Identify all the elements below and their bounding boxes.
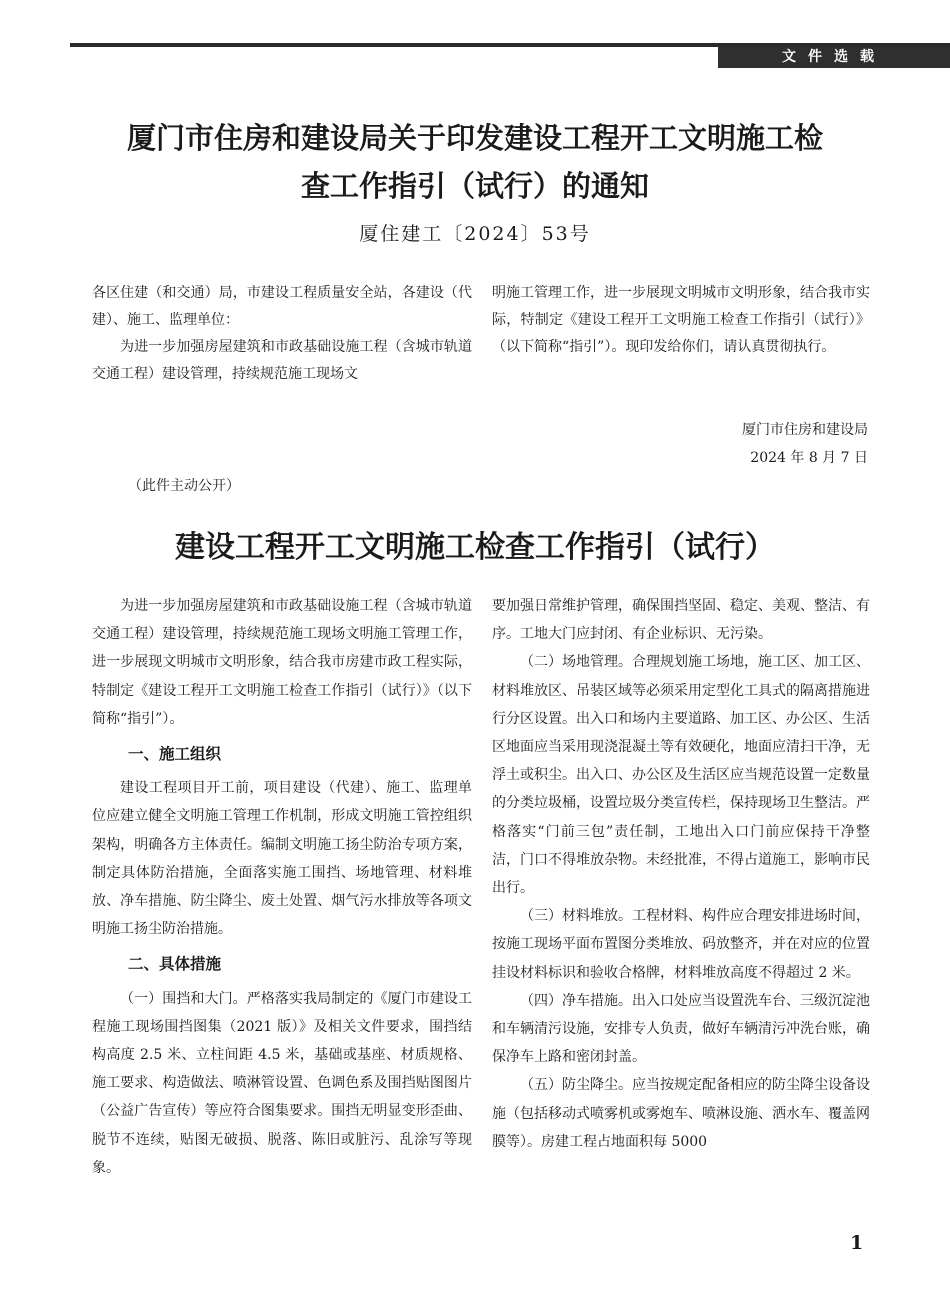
guide-column-left <box>92 592 472 1182</box>
document-number: 厦住建工〔2024〕53号 <box>359 223 591 245</box>
guide-title: 建设工程开工文明施工检查工作指引（试行） <box>175 530 775 565</box>
public-disclosure-note: （此件主动公开） <box>128 478 240 494</box>
organization-paragraph: 建设工程项目开工前，项目建设（代建）、施工、监理单位应建立健全文明施工管理工作机制，形成文明施工管控组织架构，明确各方主体责任。编制文明施工扬尘防治专项方案，制定具体防治措施，全面落实施工围挡、场地管理、材料堆放、净车措施、防尘降尘、废土处置、烟气污水排放等各项文明施工扬尘防治措施。 <box>92 780 472 938</box>
page-number: 1 <box>850 1232 864 1254</box>
notice-addressee: 各区住建（和交通）局，市建设工程质量安全站，各建设（代建）、施工、监理单位： <box>92 285 472 328</box>
section-heading-organization: 一、施工组织 <box>128 745 222 764</box>
notice-column-right <box>492 280 870 361</box>
notice-title <box>70 114 880 210</box>
signature-organization: 厦门市住房和建设局 <box>742 422 868 438</box>
notice-title-line-1: 厦门市住房和建设局关于印发建设工程开工文明施工检 <box>126 121 823 155</box>
measure-vehicle-cleaning: （四）净车措施。出入口处应当设置洗车台、三级沉淀池和车辆清污设施，安排专人负责，做好车辆清污冲洗台账，确保净车上路和密闭封盖。 <box>492 992 870 1066</box>
notice-column-left <box>92 280 472 388</box>
notice-title-line-2: 查工作指引（试行）的通知 <box>300 169 649 203</box>
notice-body: 为进一步加强房屋建筑和市政基础设施工程（含城市轨道交通工程）建设管理，持续规范施工现场文 <box>92 339 472 382</box>
measure-enclosure-gate: （一）围挡和大门。严格落实我局制定的《厦门市建设工程施工现场围挡图集（2021 版）》及相关文件要求，围挡结构高度 2.5 米、立柱间距 4.5 米，基础或基座、材质规格、施工要求、构造做法、喷淋管设置、色调色系及围挡贴图图片（公益广告宣传）等应符合图集要求。围挡无明显变形歪曲、脱节不连续，贴图无破损、脱落、陈旧或脏污、乱涂写等现象。 <box>92 990 472 1176</box>
signature-block <box>568 416 868 472</box>
notice-body-continued: 明施工管理工作，进一步展现文明城市文明形象，结合我市实际，特制定《建设工程开工文明施工检查工作指引（试行）》（以下简称“指引”）。现印发给你们，请认真贯彻执行。 <box>492 285 870 355</box>
section-label: 文件选载 <box>718 47 950 68</box>
measure-material-stacking: （三）材料堆放。工程材料、构件应合理安排进场时间，按施工现场平面布置图分类堆放、码放整齐，并在对应的位置挂设材料标识和验收合格牌，材料堆放高度不得超过 2 米。 <box>492 908 870 981</box>
section-heading-measures: 二、具体措施 <box>128 955 222 974</box>
guide-column-right <box>492 592 870 1156</box>
guide-intro: 为进一步加强房屋建筑和市政基础设施工程（含城市轨道交通工程）建设管理，持续规范施工现场文明施工管理工作，进一步展现文明城市文明形象，结合我市房建市政工程实际，特制定《建设工程开工文明施工检查工作指引（试行）》（以下简称“指引”）。 <box>92 598 472 727</box>
measure-site-management: （二）场地管理。合理规划施工场地，施工区、加工区、材料堆放区、吊装区域等必须采用定型化工具式的隔离措施进行分区设置。出入口和场内主要道路、加工区、办公区、生活区地面应当采用现浇混凝土等有效硬化，地面应清扫干净，无浮土或积尘。出入口、办公区及生活区应当规范设置一定数量的分类垃圾桶，设置垃圾分类宣传栏，保持现场卫生整洁。严格落实“门前三包”责任制，工地出入口门前应保持干净整洁，门口不得堆放杂物。未经批准，不得占道施工，影响市民出行。 <box>492 654 870 897</box>
measure-enclosure-gate-continued: 要加强日常维护管理，确保围挡坚固、稳定、美观、整洁、有序。工地大门应封闭、有企业标识、无污染。 <box>492 598 870 643</box>
signature-date: 2024 年 8 月 7 日 <box>750 450 868 466</box>
measure-dust-control: （五）防尘降尘。应当按规定配备相应的防尘降尘设备设施（包括移动式喷雾机或雾炮车、喷淋设施、洒水车、覆盖网膜等）。房建工程占地面积每 5000 <box>492 1077 870 1150</box>
